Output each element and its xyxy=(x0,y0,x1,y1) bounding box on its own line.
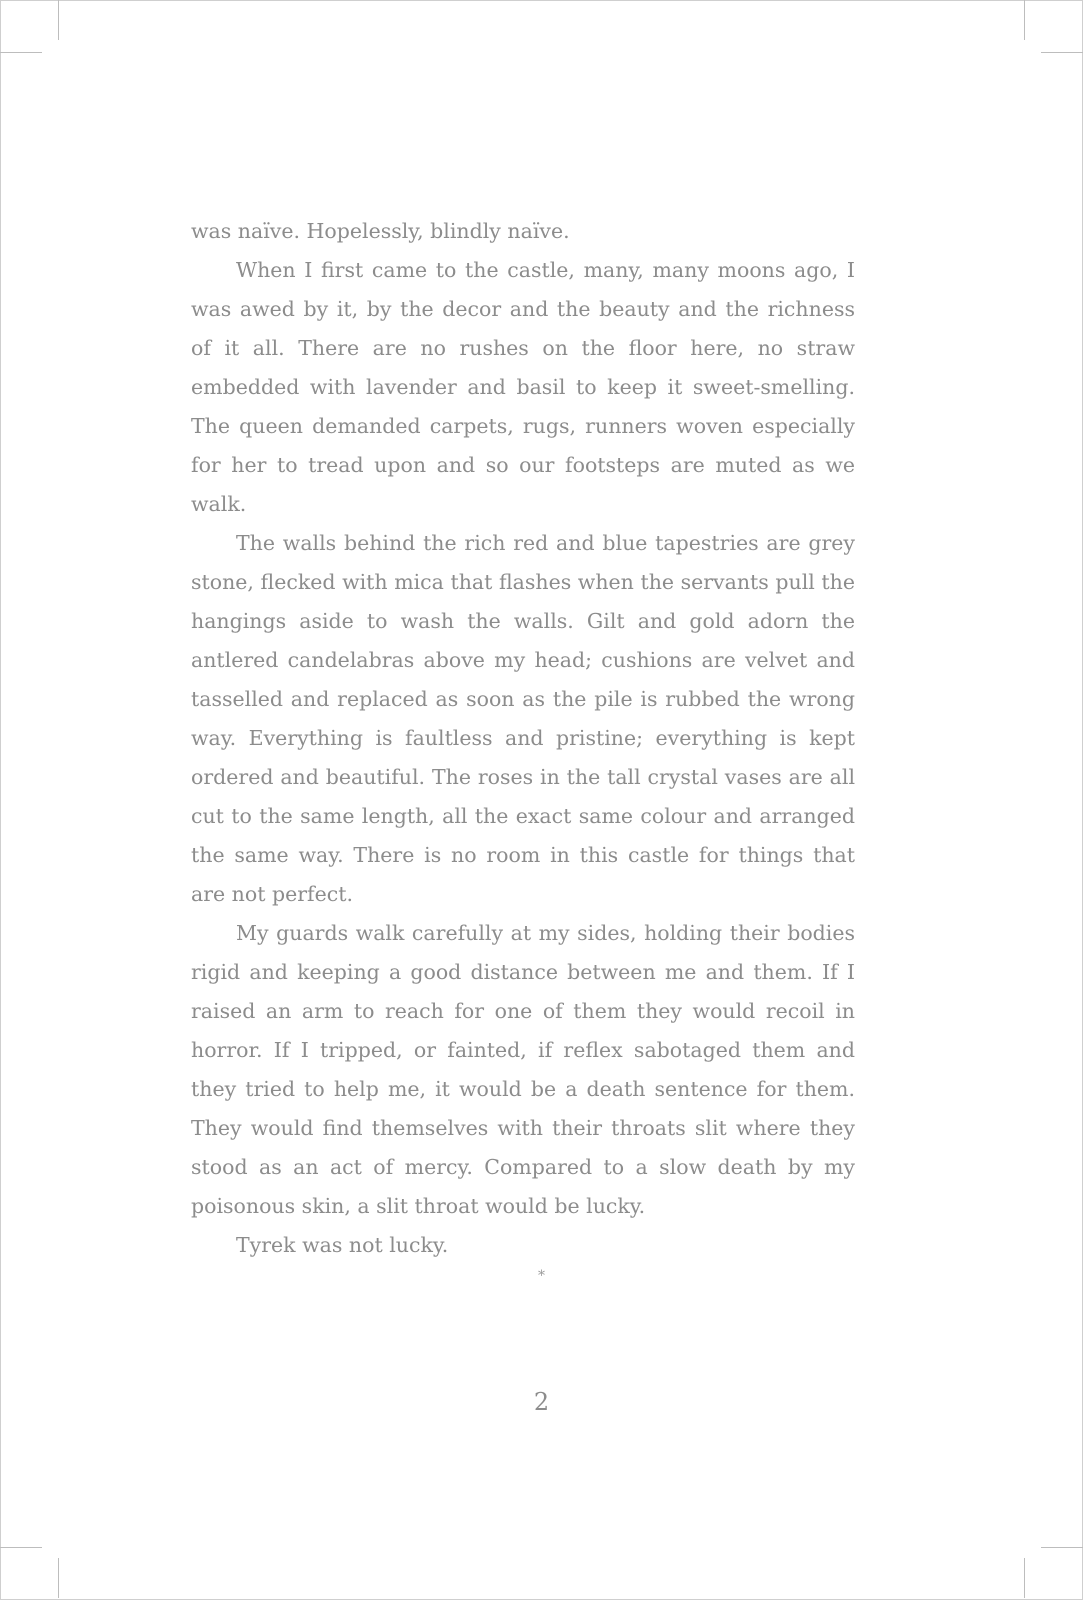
body-text xyxy=(191,212,855,1265)
paragraph: My guards walk carefully at my sides, holding their bodies rigid and keeping a good distance between me and them. If I raised an arm to reach for one of them they would recoil in horror. If I tripped, or fainted, if reflex sabotaged them and they tried to help me, it would be a death sentence for them. They would find themselves with their throats slit where they stood as an act of mercy. Compared to a slow death by my poisonous skin, a slit throat would be lucky. xyxy=(191,921,855,1218)
paragraph: The walls behind the rich red and blue tapestries are grey stone, flecked with mica that flashes when the servants pull the hangings aside to wash the walls. Gilt and gold adorn the antlered candelabras above my head; cushions are velvet and tasselled and replaced as soon as the pile is rubbed the wrong way. Everything is faultless and pristine; everything is kept ordered and beautiful. The roses in the tall crystal vases are all cut to the same length, all the exact same colour and arranged the same way. There is no room in this castle for things that are not perfect. xyxy=(191,531,855,906)
paragraph: When I first came to the castle, many, many moons ago, I was awed by it, by the decor and the beauty and the richness of it all. There are no rushes on the floor here, no straw embedded with lavender and basil to keep it sweet-smelling. The queen demanded carpets, rugs, runners woven especially for her to tread upon and so our footsteps are muted as we walk. xyxy=(191,258,855,516)
crop-mark-bottom-right-horizontal xyxy=(1041,1547,1083,1548)
crop-mark-top-left-vertical xyxy=(58,0,59,40)
crop-mark-bottom-left-horizontal xyxy=(0,1547,42,1548)
crop-mark-top-right-vertical xyxy=(1024,0,1025,40)
page-number: 2 xyxy=(533,1388,550,1416)
crop-mark-bottom-left-vertical xyxy=(58,1558,59,1598)
crop-mark-bottom-right-vertical xyxy=(1024,1558,1025,1598)
crop-mark-top-right-horizontal xyxy=(1041,52,1083,53)
paragraph: was naïve. Hopelessly, blindly naïve. xyxy=(191,219,570,243)
scene-break: * xyxy=(538,1268,545,1284)
crop-mark-top-left-horizontal xyxy=(0,52,42,53)
paragraph: Tyrek was not lucky. xyxy=(236,1233,449,1257)
